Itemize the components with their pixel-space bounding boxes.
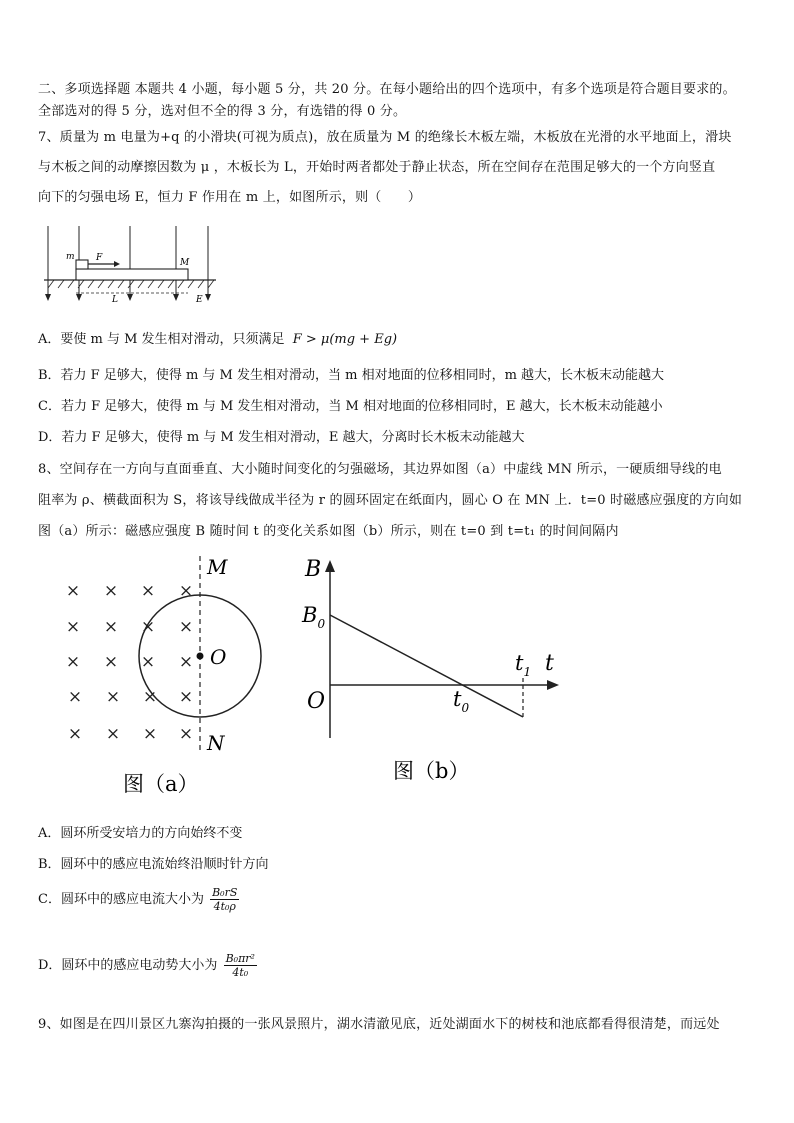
q7-option-a-formula: F > μ(mg + Eg) (292, 332, 398, 347)
q7-stem-line3: 向下的匀强电场 E，恒力 F 作用在 m 上，如图所示，则（ ） (38, 190, 422, 205)
label-L: L (112, 295, 118, 305)
label-O: O (210, 645, 227, 669)
q8-figure-b (295, 548, 575, 798)
q8-figure-a (55, 548, 275, 808)
label-F: F (96, 253, 103, 263)
svg-text:×: × (178, 652, 194, 672)
svg-text:×: × (142, 687, 158, 707)
q8-option-c (38, 886, 239, 913)
q8-option-d-denominator: 4t₀ (232, 966, 249, 979)
t-axis-arrowhead (547, 680, 559, 690)
force-arrowhead (114, 261, 120, 267)
svg-text:×: × (103, 581, 119, 601)
q8-stem-line3: 图（a）所示：磁感应强度 B 随时间 t 的变化关系如图（b）所示，则在 t=0 到 t=t₁ 的时间间隔内 (38, 524, 619, 539)
q8-option-c-numerator: B₀rS (212, 886, 238, 899)
q8-option-d-text: D．圆环中的感应电动势大小为 (38, 958, 218, 973)
q9-stem-line1: 9、如图是在四川景区九寨沟拍摄的一张风景照片，湖水清澈见底，近处湖面水下的树枝和池底都看得很清楚，而远处 (38, 1017, 720, 1032)
q8-option-d-fraction (224, 952, 257, 979)
svg-text:×: × (178, 581, 194, 601)
label-E: E (196, 295, 203, 305)
q8-stem-line1: 8、空间存在一方向与直面垂直、大小随时间变化的匀强磁场，其边界如图（a）中虚线 MN 所示，一硬质细导线的电 (38, 462, 722, 477)
magnetic-crosses (66, 581, 193, 744)
svg-text:×: × (142, 724, 158, 744)
q7-option-d: D．若力 F 足够大，使得 m 与 M 发生相对滑动，E 越大，分离时长木板末动能越大 (38, 430, 525, 445)
section-header-line1: 二、多项选择题 本题共 4 小题，每小题 5 分，共 20 分。在每小题给出的四个选项中，有多个选项是符合题目要求的。 (38, 82, 736, 97)
label-m: m (66, 252, 75, 262)
fig-b-caption: 图（b） (393, 759, 470, 783)
svg-text:×: × (103, 652, 119, 672)
b-t-graph-line (330, 615, 523, 717)
label-M: M (207, 555, 228, 579)
q8-option-c-text: C．圆环中的感应电流大小为 (38, 892, 204, 907)
svg-text:×: × (178, 617, 194, 637)
q7-option-c: C．若力 F 足够大，使得 m 与 M 发生相对滑动，当 M 相对地面的位移相同时，E 越大，长木板末动能越小 (38, 399, 663, 414)
q7-stem-line1: 7、质量为 m 电量为+q 的小滑块(可视为质点)，放在质量为 M 的绝缘长木板左端，木板放在光滑的水平地面上，滑块 (38, 130, 732, 145)
label-B: B (305, 557, 322, 582)
q8-option-a: A．圆环所受安培力的方向始终不变 (38, 826, 243, 841)
q8-option-c-denominator: 4t₀ρ (213, 900, 236, 913)
label-M: M (180, 258, 190, 268)
ring-center-dot (197, 653, 204, 660)
svg-text:×: × (140, 652, 156, 672)
q8-option-c-fraction (210, 886, 239, 913)
q7-option-a-text: A．要使 m 与 M 发生相对滑动，只须满足 (38, 332, 285, 347)
svg-text:×: × (65, 617, 81, 637)
field-arrowheads (45, 294, 211, 301)
slider-block (76, 260, 88, 269)
section-header-line2: 全部选对的得 5 分，选对但不全的得 3 分，有选错的得 0 分。 (38, 104, 407, 119)
q7-option-b: B．若力 F 足够大，使得 m 与 M 发生相对滑动，当 m 相对地面的位移相同时，m 越大，长木板末动能越大 (38, 368, 665, 383)
svg-text:×: × (67, 724, 83, 744)
q7-stem-line2: 与木板之间的动摩擦因数为 μ ，木板长为 L，开始时两者都处于静止状态，所在空间存在范围足够大的一个方向竖直 (38, 160, 716, 175)
q7-option-a (38, 328, 397, 347)
ground-hatch (48, 280, 214, 288)
svg-text:×: × (65, 581, 81, 601)
svg-text:×: × (105, 687, 121, 707)
label-t1: $t_1$ (515, 651, 532, 679)
svg-text:×: × (105, 724, 121, 744)
svg-text:×: × (140, 617, 156, 637)
fig-a-caption: 图（a） (123, 772, 199, 796)
q8-stem-line2: 阻率为 ρ、横截面积为 S，将该导线做成半径为 r 的圆环固定在纸面内，圆心 O 在 MN 上．t=0 时磁感应强度的方向如 (38, 493, 743, 508)
label-origin-O: O (307, 689, 326, 714)
label-N: N (207, 731, 225, 755)
svg-text:×: × (65, 652, 81, 672)
q8-option-d (38, 952, 257, 979)
svg-text:×: × (178, 687, 194, 707)
svg-text:×: × (140, 581, 156, 601)
q8-option-b: B．圆环中的感应电流始终沿顺时针方向 (38, 857, 269, 872)
label-t: t (545, 651, 554, 676)
b-axis-arrowhead (325, 560, 335, 572)
label-t0: $t_0$ (453, 687, 470, 715)
q7-figure (40, 222, 220, 306)
q8-option-d-numerator: B₀πr² (225, 952, 255, 965)
label-B0: $B_0$ (302, 603, 326, 631)
svg-text:×: × (67, 687, 83, 707)
svg-text:×: × (178, 724, 194, 744)
svg-text:×: × (103, 617, 119, 637)
long-board (76, 269, 188, 280)
